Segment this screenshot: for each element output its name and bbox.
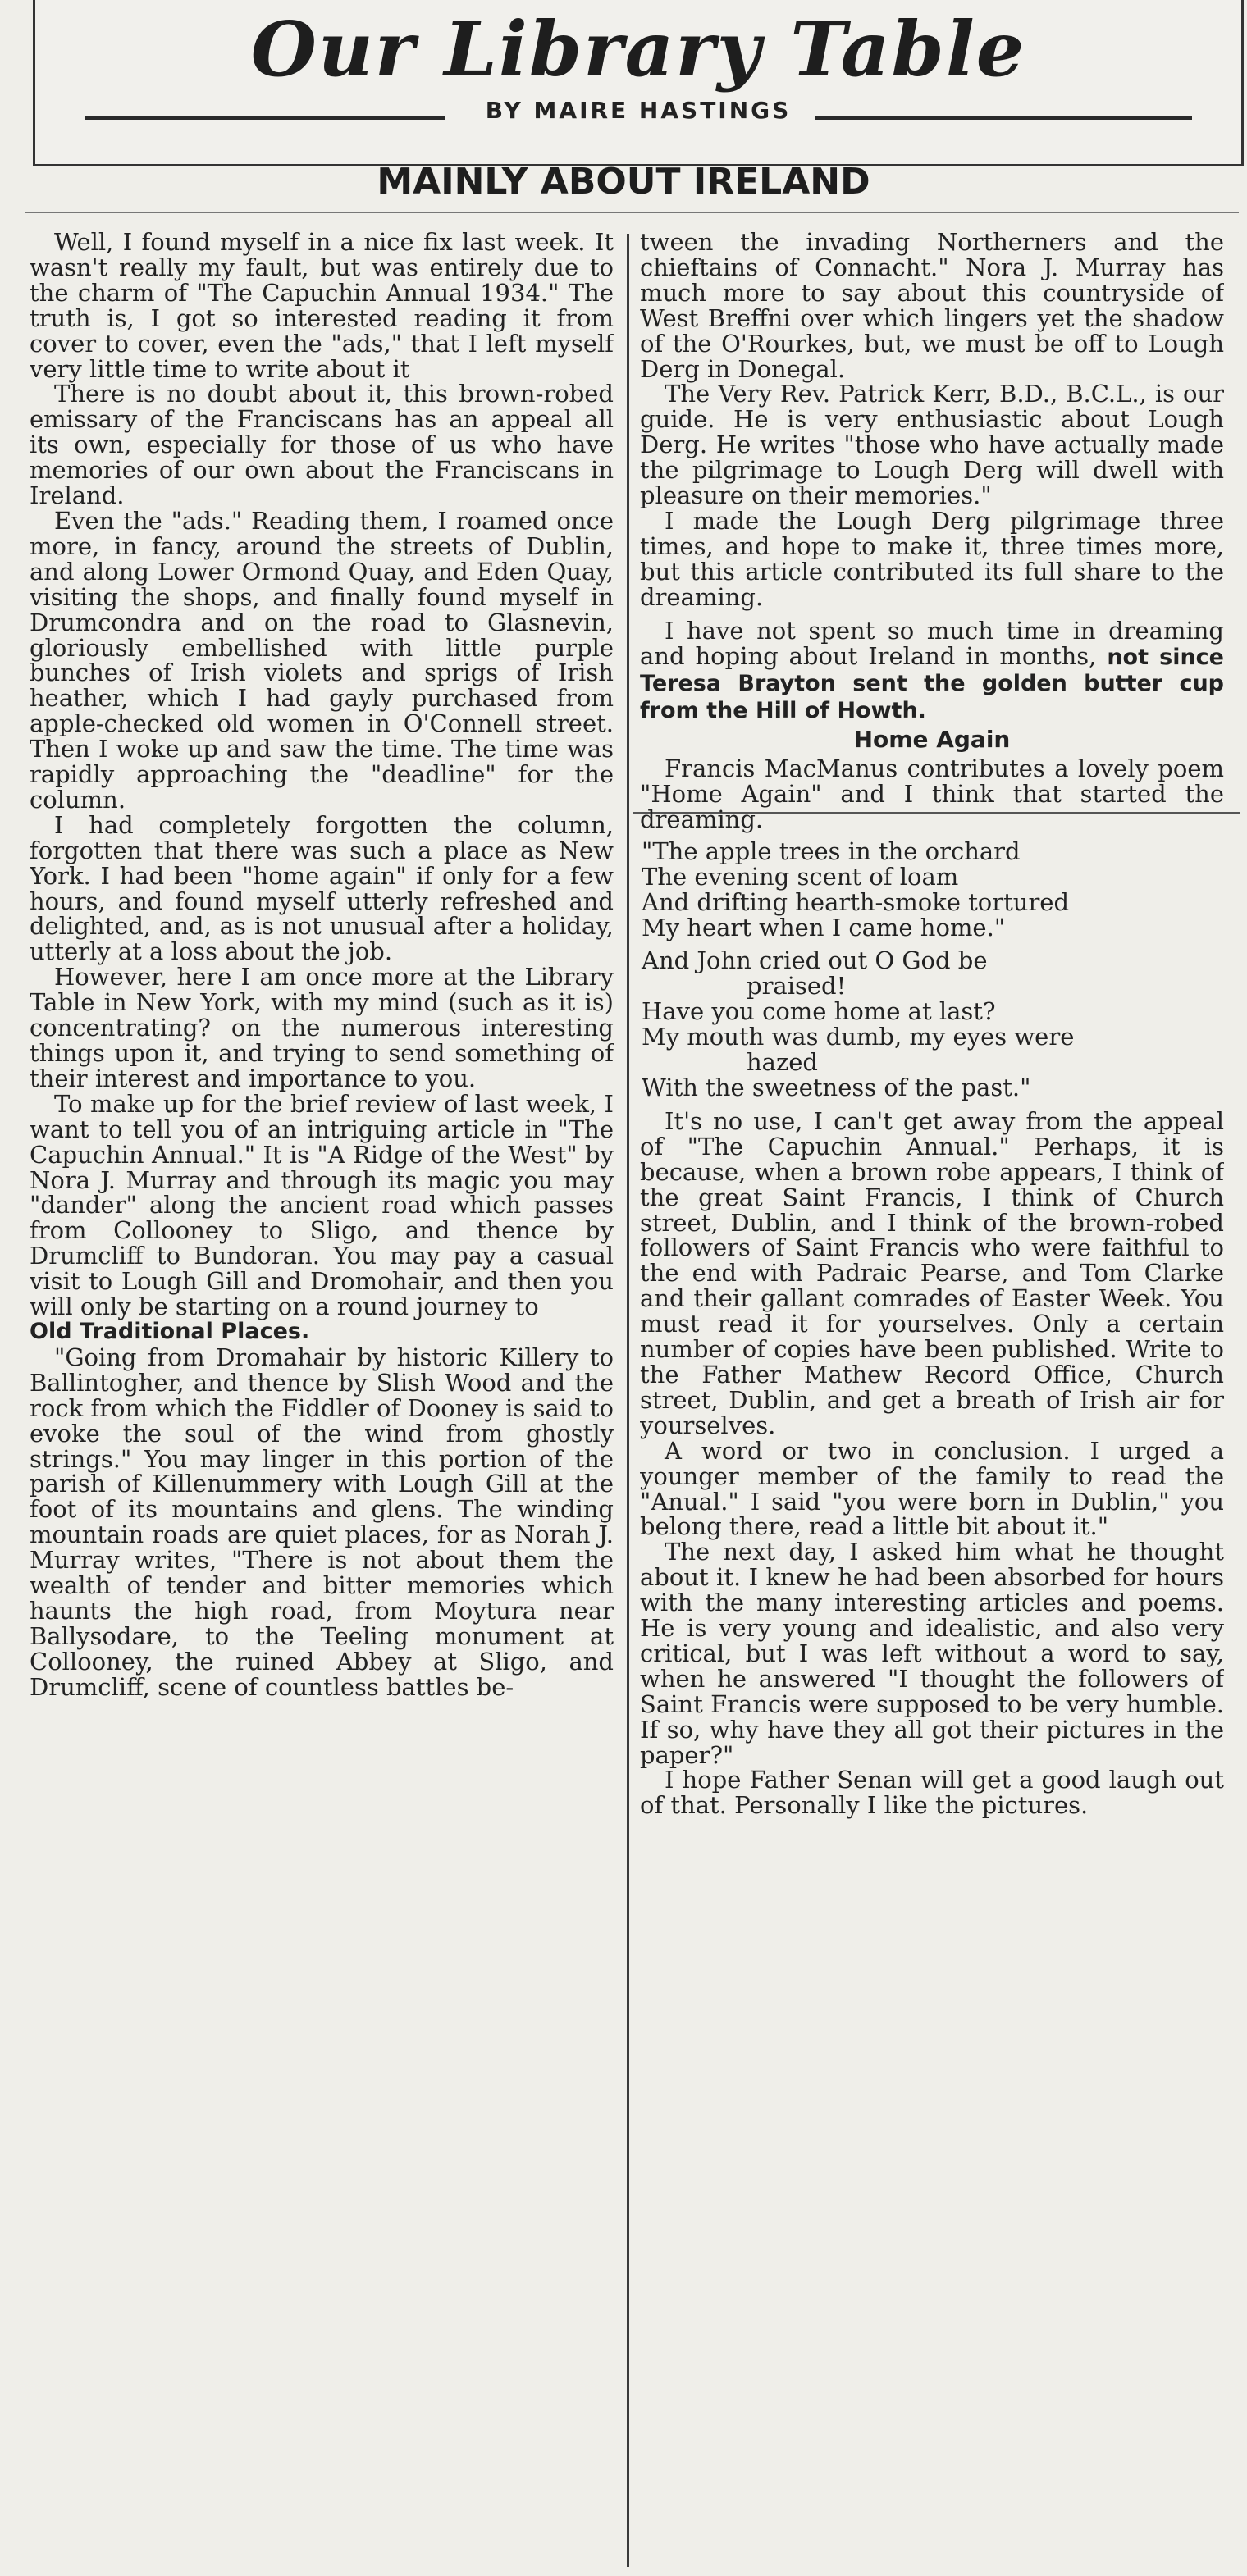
poem-line: And John cried out O God be (642, 946, 988, 975)
paragraph: Even the "ads." Reading them, I roamed once more, in fancy, around the streets of Dublin, and along Lower Ormond Quay, and Eden Quay, visiting the shops, and finally found myself in Drumcondra and on the road to Glasnevin, gloriously embellished with little purple bunches of Irish violets and sprigs of Irish heather, which I had gayly purchased from apple-checked old women in O'Connell street. Then I woke up and saw the time. The time was rapidly approaching the "deadline" for the column. (30, 506, 614, 814)
paragraph: I had completely forgotten the column, forgotten that there was such a place as New York. I had been "home again" if only for a few hours, and found myself utterly refreshed and delighted, and, as is not unusual after a holiday, utterly at a loss about the job. (30, 810, 614, 966)
paragraph: I hope Father Senan will get a good laugh out of that. Personally I like the pictures. (640, 1766, 1224, 1820)
paragraph: It's no use, I can't get away from the appeal of "The Capuchin Annual." Perhaps, it is because, when a brown robe appears, I think of the great Saint Francis, I think of Church street, Dublin, and I think of the brown-robed followers of Saint Francis who were faithful to the end with Padraic Pearse, and Tom Clarke and their gallant comrades of Easter Week. You must read it for yourselves. Only a certain number of copies have been published. Write to the Father Mathew Record Office, Church street, Dublin, and get a breath of Irish air for yourselves. (640, 1106, 1224, 1439)
paragraph: Francis MacManus contributes a lovely poem "Home Again" and I think that started the dreaming. (640, 755, 1224, 833)
paragraph: There is no doubt about it, this brown-robed emissary of the Franciscans has an appeal all its own, especially for those of us who have memories of our own about the Franciscans in Ireland. (30, 380, 614, 510)
paragraph (640, 618, 1224, 725)
paragraph: However, here I am once more at the Library Table in New York, with my mind (such as it is) concentrating? on the numerous interesting things upon it, and trying to send something of their interest and importance to you. (30, 963, 614, 1092)
byline-row (52, 97, 1225, 130)
poem-line: praised! (747, 972, 847, 1001)
poem-line: And drifting hearth-smoke tortured (642, 887, 1070, 916)
paragraph-text: I have not spent so much time in dreaming and hoping about Ireland in months, (640, 616, 1224, 670)
poem-line: My mouth was dumb, my eyes were (642, 1023, 1075, 1051)
poem-line: With the sweetness of the past." (642, 1074, 1031, 1101)
right-column (640, 230, 1224, 2567)
poem-line: The evening scent of loam (642, 862, 959, 891)
paragraph: The Very Rev. Patrick Kerr, B.D., B.C.L., is our guide. He is very enthusiastic about Lough Derg. He writes "those who have actually made the pilgrimage to Lough Derg will dwell with pleasure on their memories." (640, 380, 1224, 510)
paragraph: The next day, I asked him what he thought about it. I knew he had been absorbed for hours with the many interesting articles and poems. He is very young and idealistic, and also very critical, but I was left without a word to say, when he answered "I thought the followers of Saint Francis were supposed to be very humble. If so, why have they all got their pictures in the paper?" (640, 1538, 1224, 1769)
byline-rule-right (815, 116, 1192, 120)
column-header (33, 0, 1244, 166)
paragraph: I made the Lough Derg pilgrimage three times, and hope to make it, three times more, but this article contributed its full share to the dreaming. (640, 506, 1224, 611)
masthead-title: Our Library Table (250, 5, 1026, 93)
left-column (30, 230, 614, 2567)
poem-line: My heart when I came home." (642, 913, 1006, 941)
poem-line: "The apple trees in the orchard (642, 837, 1021, 865)
column-divider (627, 234, 629, 2567)
paragraph-bold-text: not since Teresa Brayton sent the golden butter cup from the Hill of Howth. (640, 644, 1224, 724)
paragraph: A word or two in conclusion. I urged a younger member of the family to read the "Anual." I said "you were born in Dublin," you belong there, read a little bit about it." (640, 1436, 1224, 1541)
article-headline: MAINLY ABOUT IRELAND (377, 161, 870, 203)
poem-line: Have you come home at last? (642, 997, 996, 1026)
paragraph: To make up for the brief review of last week, I want to tell you of an intriguing article in "The Capuchin Annual." It is "A Ridge of the West" by Nora J. Murray and through its magic you may "dander" along the ancient road which passes from Collooney to Sligo, and thence by Drumcliff to Bundoran. You may pay a casual visit to Lough Gill and Dromohair, and then you will only be starting on a round journey to (30, 1089, 614, 1321)
poem-stanza (640, 839, 1224, 941)
byline: BY MAIRE HASTINGS (485, 97, 792, 124)
paragraph: "Going from Dromahair by historic Killery to Ballintogher, and thence by Slish Wood and the rock from which the Fiddler of Dooney is said to evoke the soul of the wind from ghostly strings." You may linger in this portion of the parish of Killenummery with Lough Gill at the foot of its mountains and glens. The winding mountain roads are quiet places, for as Norah J. Murray writes, "There is not about them the wealth of tender and bitter memories which haunts the high road, from Moytura near Ballysodare, to the Teeling monument at Collooney, the ruined Abbey at Sligo, and Drumcliff, scene of countless battles be- (30, 1343, 614, 1701)
poem-line: hazed (747, 1048, 818, 1077)
subheading: Home Again (853, 726, 1011, 754)
headline-rule (25, 212, 1239, 213)
paragraph: tween the invading Northerners and the chieftains of Connacht." Nora J. Murray has much more to say about this countryside of West Breffni over which lingers yet the shadow of the O'Rourkes, but, we must be off to Lough Derg in Donegal. (640, 230, 1224, 383)
poem-stanza (640, 948, 1224, 1100)
paragraph: Well, I found myself in a nice fix last week. It wasn't really my fault, but was entirely due to the charm of "The Capuchin Annual 1934." The truth is, I got so interested reading it from cover to cover, even the "ads," that I left myself very little time to write about it (30, 230, 614, 383)
inline-subhead: Old Traditional Places. (30, 1318, 310, 1344)
